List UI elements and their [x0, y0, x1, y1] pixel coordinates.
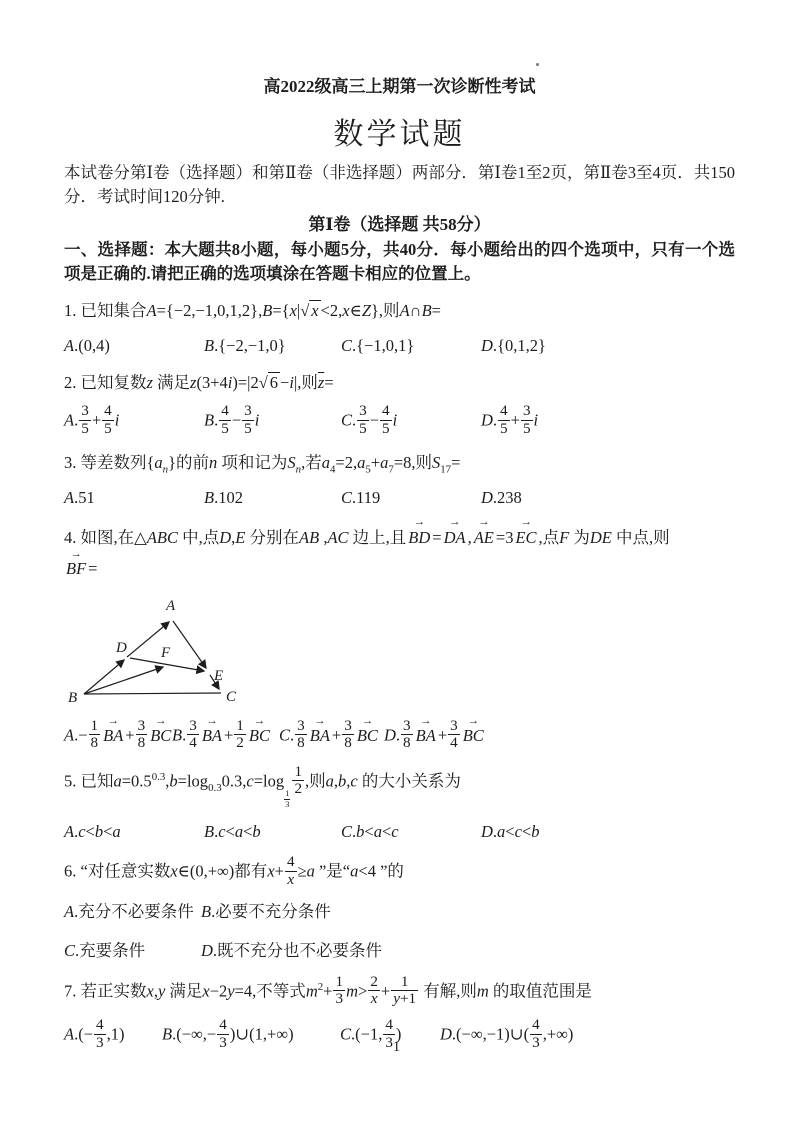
- question-4-options: [64, 717, 735, 754]
- edge-A-E-arrow: [173, 621, 206, 668]
- triangle-diagram: [64, 590, 336, 710]
- question-2: [64, 371, 735, 440]
- question-1-option-D: D.{0,1,2}: [481, 335, 546, 355]
- question-5: [64, 762, 735, 845]
- point-label-D: D: [116, 640, 127, 657]
- question-2-stem: 2. 已知复数z 满足z(3+4i)=|2√ 6 −i|,则$\overline{z}=$: [64, 372, 334, 392]
- stray-dot-mark: [536, 63, 539, 66]
- question-6-option-D: D.既不充分也不必要条件: [201, 940, 383, 960]
- question-1: [64, 299, 735, 359]
- question-4-option-D: D. $\frac{3}{8}$ BA → + $\frac{3}{4}$ BC →: [384, 720, 735, 754]
- question-7-stem: 7. 若正实数x,y 满足x−2y=4,不等式$m^2+$ $\frac{1}{3}$ m> $\frac{2}{x}$ + $\frac{1}{y+1}$ 有解,则m 的取值范围是: [64, 972, 592, 1008]
- edge-B-C: [84, 693, 221, 694]
- question-6: [64, 853, 735, 963]
- question-1-option-B: B.{−2,−1,0}: [204, 335, 286, 355]
- question-1-options: [64, 334, 735, 359]
- question-1-stem: 1. 已知集合A={−2,−1,0,1,2},B={x|√ x <2,x∈Z},则A∩B=: [64, 301, 441, 320]
- point-label-F: F: [161, 645, 171, 662]
- question-6-option-B: B.必要不充分条件: [201, 902, 331, 922]
- question-4-stem: 4. 如图,在△ABC 中,点D,E 分别在AB ,AC 边上,且 BD → = DA → , AE → =3 EC → ,点F 为DE 中点,则: [64, 523, 735, 551]
- vertex-label-B: B: [68, 690, 78, 707]
- question-2-options: [64, 402, 735, 439]
- question-6-option-C: C.充要条件: [64, 940, 146, 960]
- edge-B-F-arrow: [84, 667, 163, 694]
- question-3-option-A: A.51: [64, 487, 95, 507]
- question-3-options: [64, 486, 735, 511]
- question-6-options: [64, 900, 494, 964]
- vertex-label-A: A: [166, 598, 176, 615]
- question-4-option-A: A.− $\frac{1}{8}$ BA → + $\frac{3}{8}$ BC →: [64, 720, 172, 754]
- question-1-option-C: C.{−1,0,1}: [341, 335, 415, 355]
- page-title: 数学试题: [333, 117, 466, 151]
- question-7-option-B: B.(−∞,− $\frac{4}{3}$ )∪(1,+∞): [162, 1016, 294, 1051]
- question-4-option-B: B. $\frac{3}{4}$ BA → + $\frac{1}{2}$ BC →: [172, 720, 279, 754]
- edge-B-D-arrow: [84, 660, 124, 694]
- question-3-option-D: D.238: [481, 487, 522, 507]
- question-5-option-A: A.c<b<a: [64, 821, 121, 841]
- question-7-option-C: C.(−1, $\frac{4}{3}$ ): [340, 1016, 402, 1051]
- question-7-option-A: A.(− $\frac{4}{3}$ ,1): [64, 1016, 125, 1051]
- questions: [64, 299, 735, 1053]
- question-1-option-A: A.(0,4): [64, 335, 110, 355]
- point-label-E: E: [214, 668, 224, 685]
- question-3-option-B: B.102: [204, 487, 243, 507]
- question-2-option-B: B. $\frac{4}{5}$ − $\frac{3}{5}$ i: [204, 402, 260, 437]
- question-4-stem-continued: BF → =: [64, 554, 735, 582]
- question-5-stem: 5. 已知$a=0.5^{0.3},b=\log_{0.3}0.3,c=\log$ $\frac{1}{3}$ $\frac{1}{2}$ ,则a,b,c 的大小关系为: [64, 762, 461, 809]
- question-7-option-D: D.(−∞,−1)∪( $\frac{4}{3}$ ,+∞): [440, 1016, 574, 1051]
- vertex-label-C: C: [226, 689, 237, 706]
- question-2-option-A: A. $\frac{3}{5}$ + $\frac{4}{5}$ i: [64, 402, 120, 437]
- question-2-option-C: C. $\frac{3}{5}$ − $\frac{4}{5}$ i: [341, 402, 398, 437]
- question-6-stem: 6. “对任意实数x∈(0,+∞)都有x+ $\frac{4}{x}$ ≥a ”是“a<4 ”的: [64, 853, 404, 888]
- question-3-option-C: C.119: [341, 487, 381, 507]
- triangle-figure: [64, 590, 735, 710]
- question-5-options: [64, 820, 735, 845]
- question-2-option-D: D. $\frac{4}{5}$ + $\frac{3}{5}$ i: [481, 402, 539, 437]
- question-3: [64, 451, 735, 511]
- exam-intro-paragraph: 本试卷分第Ⅰ卷（选择题）和第Ⅱ卷（非选择题）两部分．第Ⅰ卷1至2页，第Ⅱ卷3至4页．共150分．考试时间120分钟.: [64, 162, 735, 207]
- question-4: [64, 523, 735, 754]
- question-3-stem: 3. 等差数列$\{a_n\}$的前n 项和记为$S_n$,若$a_4=2,a_5+a_7=8$,则$S_{17}=$: [64, 453, 461, 476]
- question-5-option-C: C.b<a<c: [341, 821, 399, 841]
- exam-header-title: 高2022级高三上期第一次诊断性考试: [263, 77, 536, 96]
- section-title: 第Ⅰ卷（选择题 共58分）: [308, 215, 491, 234]
- question-4-option-C: C. $\frac{3}{8}$ BA → + $\frac{3}{8}$ BC →: [279, 720, 384, 754]
- question-5-option-D: D.a<c<b: [481, 821, 540, 841]
- question-6-option-A: A.充分不必要条件: [64, 902, 194, 922]
- question-5-option-B: B.c<a<b: [204, 821, 261, 841]
- section-instructions: 一、选择题：本大题共8小题，每小题5分，共40分．每小题给出的四个选项中，只有一个选项是正确的.请把正确的选项填涂在答题卡相应的位置上。: [64, 239, 735, 284]
- page-number: 1: [392, 1039, 401, 1055]
